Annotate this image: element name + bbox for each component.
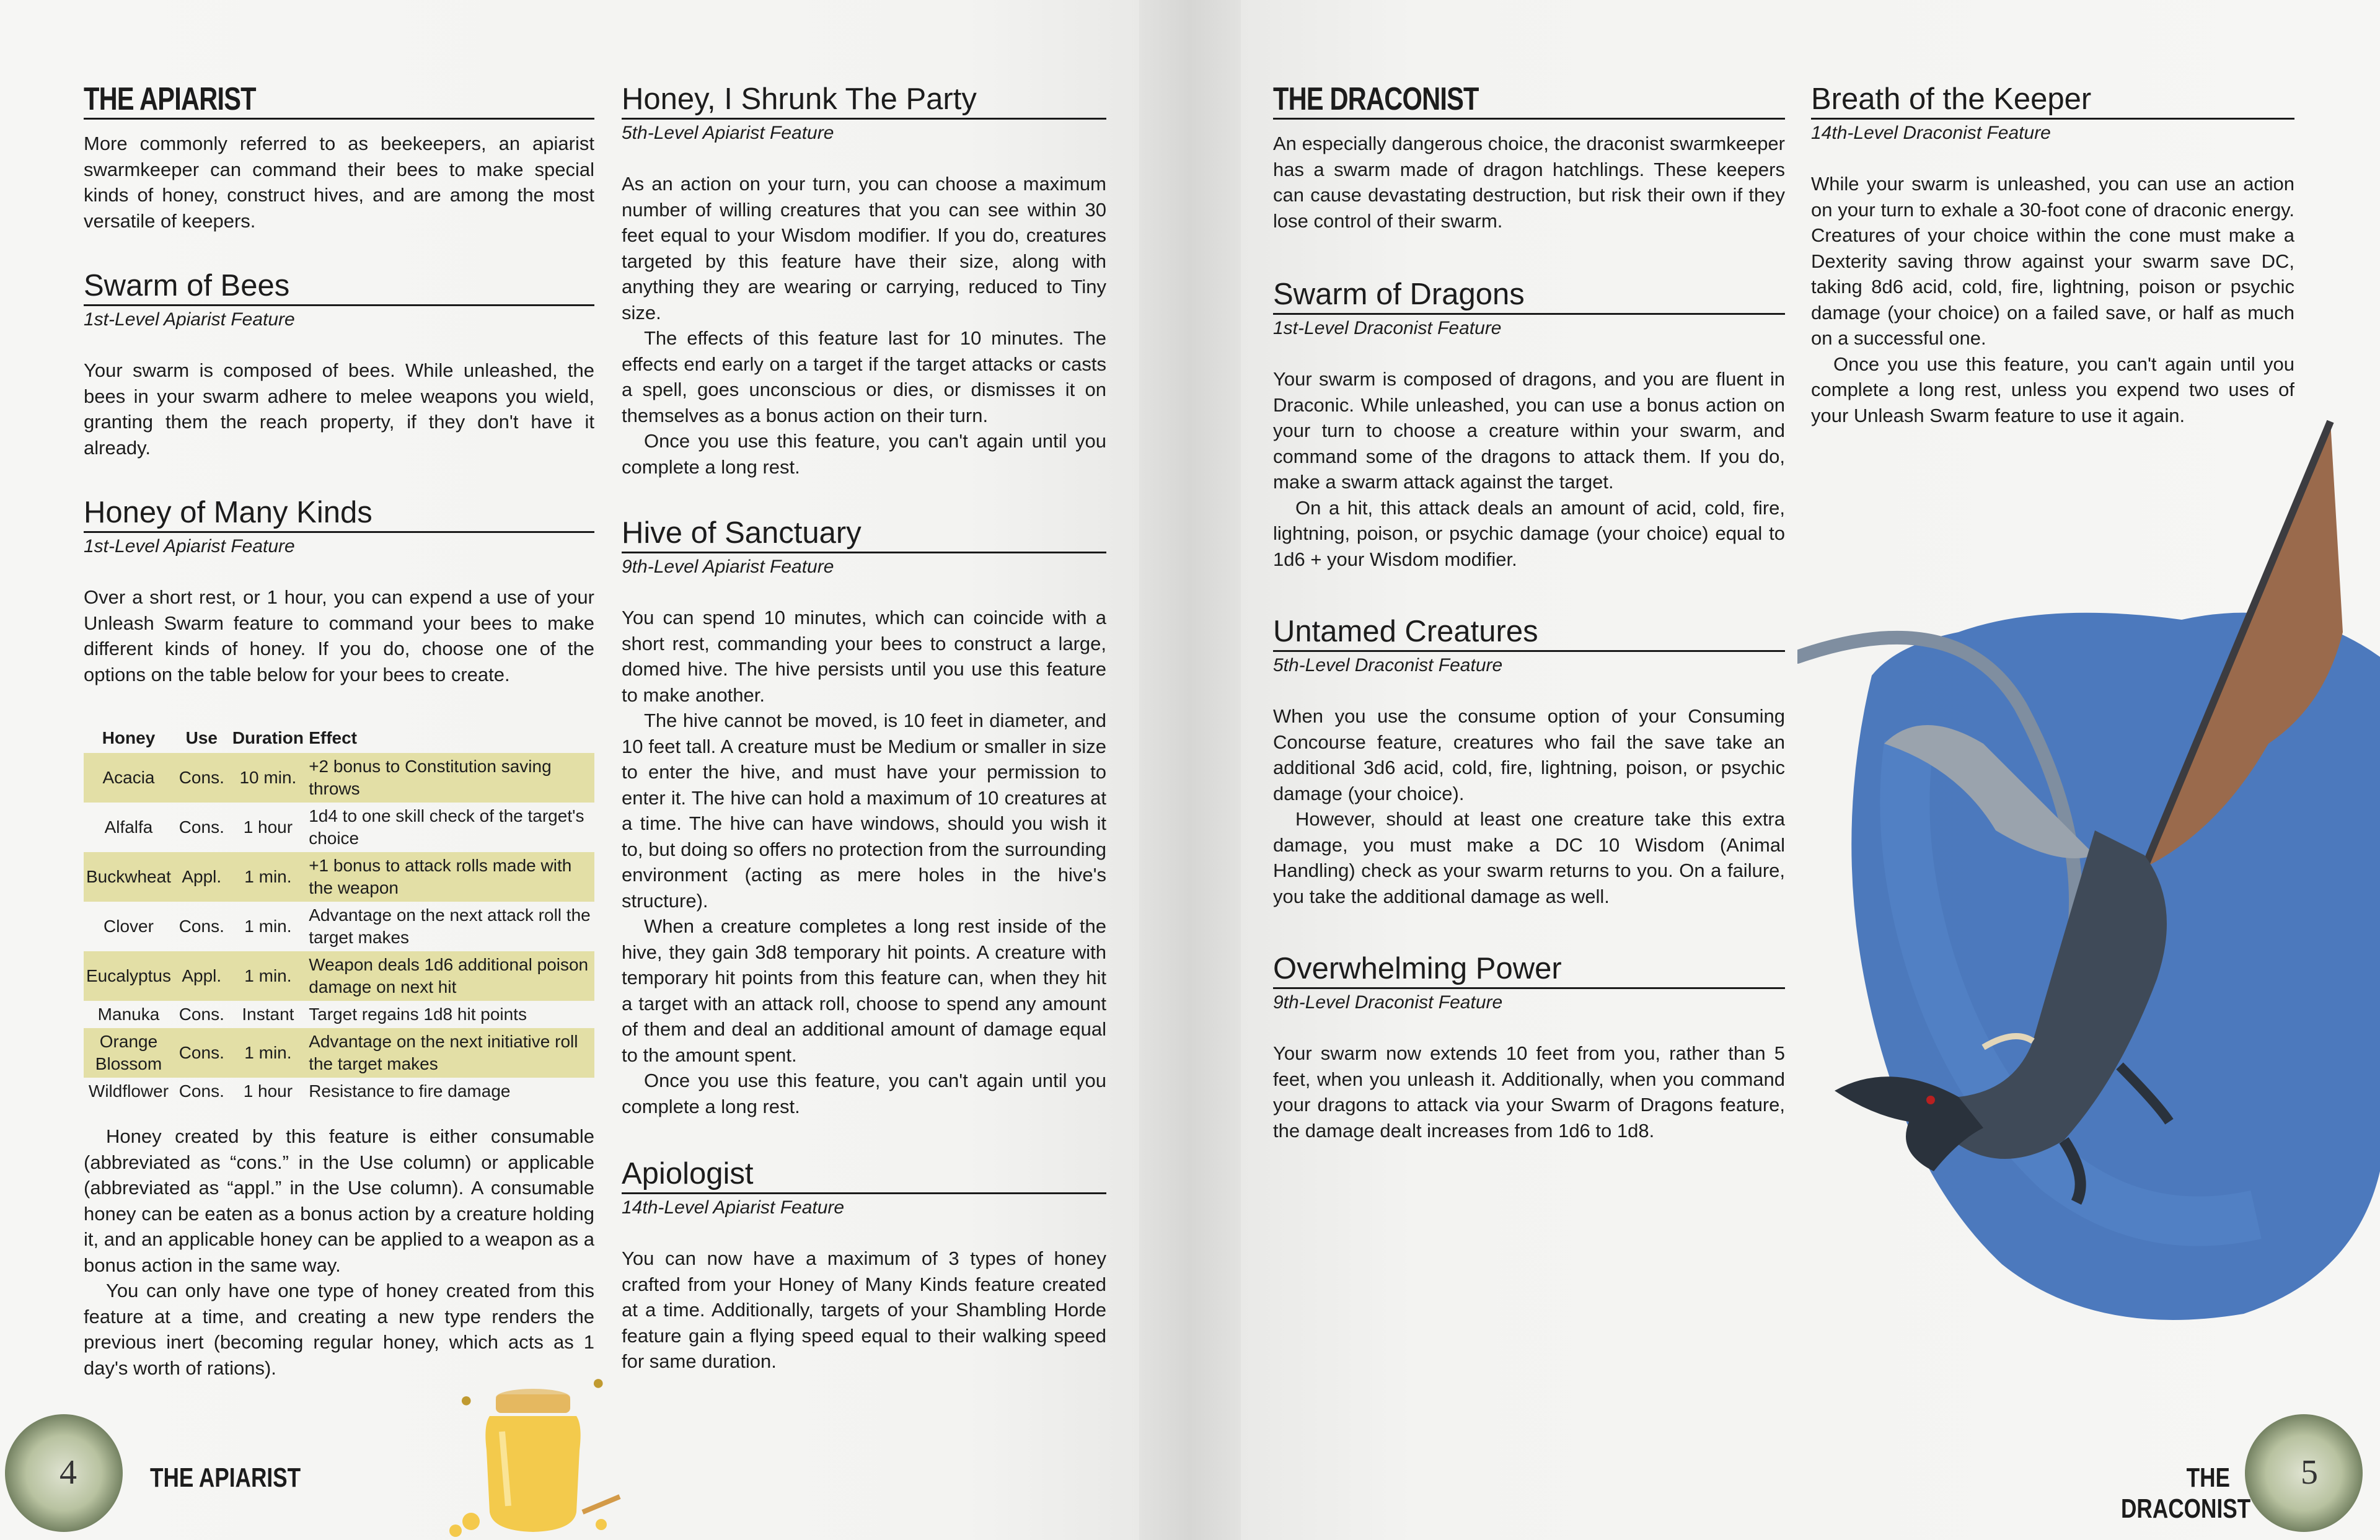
honey-table — [84, 723, 594, 1105]
section-subtitle: 1st-Level Draconist Feature — [1273, 318, 1502, 338]
honey-effect: +1 bonus to attack rolls made with the weapon — [306, 852, 594, 902]
page-number-badge — [5, 1414, 123, 1532]
chapter-title: THE DRACONIST — [1273, 81, 1479, 117]
page-number: 5 — [2301, 1453, 2318, 1492]
chapter-intro: An especially dangerous choice, the draconist swarmkeeper has a swarm made of dragon hatchlings. These keepers can cause devastating destruction, but risk their own if they lose control of their swarm. — [1273, 133, 1785, 232]
honey-duration: 1 hour — [243, 1081, 293, 1101]
left-page-column-2 — [622, 82, 1106, 1375]
honey-name: Eucalyptus — [84, 951, 174, 1001]
jar-lid-icon — [496, 1394, 570, 1413]
honey-use: Cons. — [178, 1005, 224, 1024]
bee-icon: ● — [592, 1371, 605, 1394]
chapter-title: THE APIARIST — [84, 81, 256, 117]
table-header-row — [84, 723, 594, 753]
honey-duration: 1 min. — [230, 951, 307, 1001]
honey-use: Cons. — [178, 1081, 224, 1101]
chapter-intro: More commonly referred to as beekeepers, an apiarist swarmkeeper can command their bees to make special kinds of honey, construct hives, and are among the most versatile of keepers. — [84, 133, 594, 232]
section-title: Honey, I Shrunk The Party — [622, 82, 1106, 120]
section-text: The effects of this feature last for 10 minutes. The effects end early on a target if the target attacks or casts a spell, goes unconscious or dies, or dismisses it on themselves as a bonus action on their turn. — [622, 327, 1106, 426]
table-row — [84, 803, 594, 852]
right-page-column-2 — [1811, 82, 2294, 428]
honey-name: Manuka — [97, 1005, 160, 1024]
section-title: Hive of Sanctuary — [622, 516, 1106, 553]
right-page — [1241, 0, 2380, 1540]
bee-icon: ● — [460, 1388, 473, 1412]
honey-use: Cons. — [174, 753, 230, 803]
section-text: You can only have one type of honey created from this feature at a time, and creating a new type renders the previous inert (becoming regular honey, which acts as 1 day's worth of rations). — [84, 1280, 594, 1379]
table-header: Effect — [309, 728, 357, 747]
honey-name: Alfalfa — [104, 817, 153, 837]
honey-use: Cons. — [178, 917, 224, 936]
section-subtitle: 1st-Level Apiarist Feature — [84, 536, 295, 557]
page-number-badge — [2245, 1414, 2363, 1532]
section-subtitle: 9th-Level Draconist Feature — [1273, 992, 1503, 1013]
honey-effect: Advantage on the next attack roll the target makes — [309, 905, 591, 947]
section-text: On a hit, this attack deals an amount of acid, cold, fire, lightning, poison, or psychic damage (your choice) equal to 1d6 + your Wisdom modifier. — [1273, 496, 1785, 570]
section-text: When you use the consume option of your Consuming Concourse feature, creatures who fail the save take an additional 3d6 acid, cold, fire, lightning, poison, or psychic damage (your choice). — [1273, 705, 1785, 804]
section-text: Honey created by this feature is either consumable (abbreviated as “cons.” in the Use column) or applicable (abbreviated as “appl.” in the Use column). A consumable honey can be eaten as a bonus action by a creature holding it, and an applicable honey can be applied to a weapon as a bonus action in the same way. — [84, 1125, 594, 1276]
honey-duration: 1 min. — [230, 852, 307, 902]
honey-name: Acacia — [84, 753, 174, 803]
section-subtitle: 14th-Level Draconist Feature — [1811, 123, 2051, 143]
section-text: You can now have a maximum of 3 types of honey crafted from your Honey of Many Kinds feature created at a time. Additionally, targets of your Shambling Horde feature gain a flying speed equal to their walking speed for same duration. — [622, 1247, 1106, 1372]
honey-effect: 1d4 to one skill check of the target's choice — [309, 806, 584, 848]
honey-duration: Instant — [242, 1005, 294, 1024]
left-page — [0, 0, 1139, 1540]
section-subtitle: 14th-Level Apiarist Feature — [622, 1197, 845, 1218]
section-text: The hive cannot be moved, is 10 feet in diameter, and 10 feet tall. A creature must be Medium or smaller in size to enter the hive, and must have your permission to enter it. The hive can hold a maximum of 10 creatures at a time. The hive can have windows, should you wish it to, but doing so offers no protection from the surrounding environment (acting as mere holes in the hive's structure). — [622, 710, 1106, 912]
honey-use: Cons. — [174, 1028, 230, 1078]
dragon-eye-icon — [1926, 1096, 1935, 1104]
honey-use: Appl. — [174, 852, 230, 902]
running-footer: THE APIARIST — [150, 1463, 301, 1493]
table-row — [84, 951, 594, 1001]
honey-duration: 1 min. — [244, 917, 292, 936]
section-subtitle: 5th-Level Apiarist Feature — [622, 123, 834, 143]
section-title: Honey of Many Kinds — [84, 495, 594, 533]
honey-duration: 10 min. — [230, 753, 307, 803]
section-subtitle: 5th-Level Draconist Feature — [1273, 655, 1503, 675]
table-header: Duration — [232, 728, 304, 747]
left-page-column-1 — [84, 81, 594, 1381]
section-text: However, should at least one creature take this extra damage, you must make a DC 10 Wisdom (Animal Handling) check as your swarm returns to you. On a failure, you take the additional damage as well. — [1273, 808, 1785, 907]
dragon-illustration — [1797, 397, 2380, 1357]
honey-effect: Weapon deals 1d6 additional poison damage on next hit — [306, 951, 594, 1001]
honey-use: Appl. — [174, 951, 230, 1001]
honey-effect: Resistance to fire damage — [309, 1081, 511, 1101]
honey-use: Cons. — [178, 817, 224, 837]
section-text: As an action on your turn, you can choose a maximum number of willing creatures that you can see within 30 feet equal to your Wisdom modifier. If you do, creatures targeted by this feature have their size, along with anything they are wearing or carrying, reduced to Tiny size. — [622, 173, 1106, 323]
honey-dipper-icon — [583, 1497, 620, 1512]
table-header: Use — [185, 728, 218, 747]
section-title: Overwhelming Power — [1273, 951, 1785, 989]
table-row — [84, 1001, 594, 1028]
honey-name: Orange Blossom — [84, 1028, 174, 1078]
section-subtitle: 1st-Level Apiarist Feature — [84, 309, 295, 330]
section-text: Once you use this feature, you can't again until you complete a long rest. — [622, 430, 1106, 478]
right-page-column-1 — [1273, 81, 1785, 1143]
section-text: You can spend 10 minutes, which can coincide with a short rest, commanding your bees to construct a large, domed hive. The hive persists until you use this feature to make another. — [622, 607, 1106, 706]
section-title: Swarm of Bees — [84, 268, 594, 306]
honey-drop-icon — [449, 1525, 462, 1537]
honey-effect: Advantage on the next initiative roll the target makes — [306, 1028, 594, 1078]
table-row — [84, 902, 594, 951]
honey-name: Buckwheat — [84, 852, 174, 902]
section-title: Apiologist — [622, 1156, 1106, 1194]
honey-effect: +2 bonus to Constitution saving throws — [306, 753, 594, 803]
honey-drop-icon — [596, 1519, 607, 1530]
section-text: Your swarm is composed of bees. While unleashed, the bees in your swarm adhere to melee weapons you wield, granting them the reach property, if they don't have it already. — [84, 359, 594, 459]
section-subtitle: 9th-Level Apiarist Feature — [622, 557, 834, 577]
section-title: Breath of the Keeper — [1811, 82, 2294, 120]
table-row — [84, 1028, 594, 1078]
honey-name: Wildflower — [88, 1081, 169, 1101]
section-text: Over a short rest, or 1 hour, you can expend a use of your Unleash Swarm feature to command your bees to make different kinds of honey. If you do, choose one of the options on the table below for your bees to create. — [84, 586, 594, 685]
section-text: While your swarm is unleashed, you can use an action on your turn to exhale a 30-foot cone of draconic energy. Creatures of your choice within the cone must make a Dexterity saving throw against your swarm save DC, taking 8d6 acid, cold, fire, lightning, poison or psychic damage (your choice) on a failed save, or half as much on a successful one. — [1811, 173, 2294, 349]
section-title: Untamed Creatures — [1273, 614, 1785, 652]
honey-duration: 1 min. — [230, 1028, 307, 1078]
honey-effect: Target regains 1d8 hit points — [309, 1005, 527, 1024]
section-text: Your swarm is composed of dragons, and you are fluent in Draconic. While unleashed, you can use a bonus action on your turn to choose a creature within your swarm, and command some of the dragons to attack them. If you do, make a swarm attack against the target. — [1273, 368, 1785, 493]
table-header: Honey — [102, 728, 156, 747]
running-footer: THE DRACONIST — [2121, 1463, 2251, 1524]
book-gutter — [1139, 0, 1241, 1540]
honey-name: Clover — [104, 917, 154, 936]
table-row — [84, 753, 594, 803]
section-title: Swarm of Dragons — [1273, 277, 1785, 315]
section-text: Once you use this feature, you can't again until you complete a long rest. — [622, 1070, 1106, 1117]
section-text: Your swarm now extends 10 feet from you, rather than 5 feet, when you unleash it. Additionally, when you command your dragons to attack via your Swarm of Dragons feature, the damage dealt increases from 1d6 to 1d8. — [1273, 1042, 1785, 1142]
section-text: When a creature completes a long rest inside of the hive, they gain 3d8 temporary hit points. A creature with temporary hit points from this feature can, when they hit a target with an attack roll, choose to spend any amount of them and deal an additional amount of damage equal to the amount spent. — [622, 915, 1106, 1066]
table-row — [84, 852, 594, 902]
section-text: Once you use this feature, you can't again until you complete a long rest, unless you expend two uses of your Unleash Swarm feature to use it again. — [1811, 353, 2294, 426]
honey-duration: 1 hour — [243, 817, 293, 837]
page-number: 4 — [60, 1453, 77, 1492]
honey-drop-icon — [462, 1513, 480, 1530]
table-row — [84, 1078, 594, 1105]
